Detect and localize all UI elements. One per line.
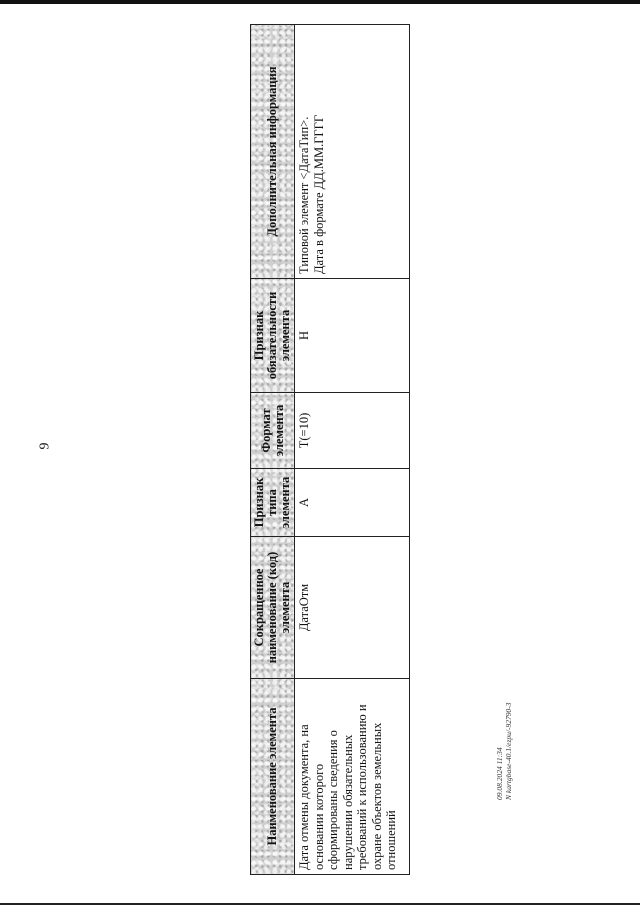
rotated-table-container — [250, 25, 410, 875]
cell-element-name: Дата отмены документа, на основании которого сформированы сведения о нарушении обязательных требований к использованию и охране объектов земельных отношений — [295, 679, 410, 875]
cell-element-type: А — [295, 469, 410, 537]
page-top-edge — [0, 0, 640, 4]
page-number: 9 — [37, 442, 53, 450]
elements-table — [250, 24, 410, 875]
cell-additional-info — [295, 25, 410, 279]
header-element-name: Наименование элемента — [251, 679, 295, 875]
header-element-code: Сокращенное наименование (код) элемента — [251, 537, 295, 679]
header-element-required: Признак обязательности элемента — [251, 279, 295, 393]
print-stamp — [495, 703, 513, 801]
info-line-1: Типовой элемент <ДатаТип>. — [297, 116, 311, 274]
info-line-2: Дата в формате ДД.ММ.ГГГГ — [311, 114, 326, 274]
cell-element-code: ДатаОтм — [295, 537, 410, 679]
table-row — [295, 25, 410, 875]
table-header-row — [251, 25, 295, 875]
cell-element-required: Н — [295, 279, 410, 393]
header-element-type: Признак типа элемента — [251, 469, 295, 537]
stamp-line-1: 09.08.2024 11:34 — [495, 747, 504, 800]
cell-element-format: Т(=10) — [295, 393, 410, 469]
header-additional-info: Дополнительная информация — [251, 25, 295, 279]
header-element-format: Формат элемента — [251, 393, 295, 469]
stamp-line-2: N kartgbase-40.1/ezpu/-92790-3 — [504, 702, 513, 800]
